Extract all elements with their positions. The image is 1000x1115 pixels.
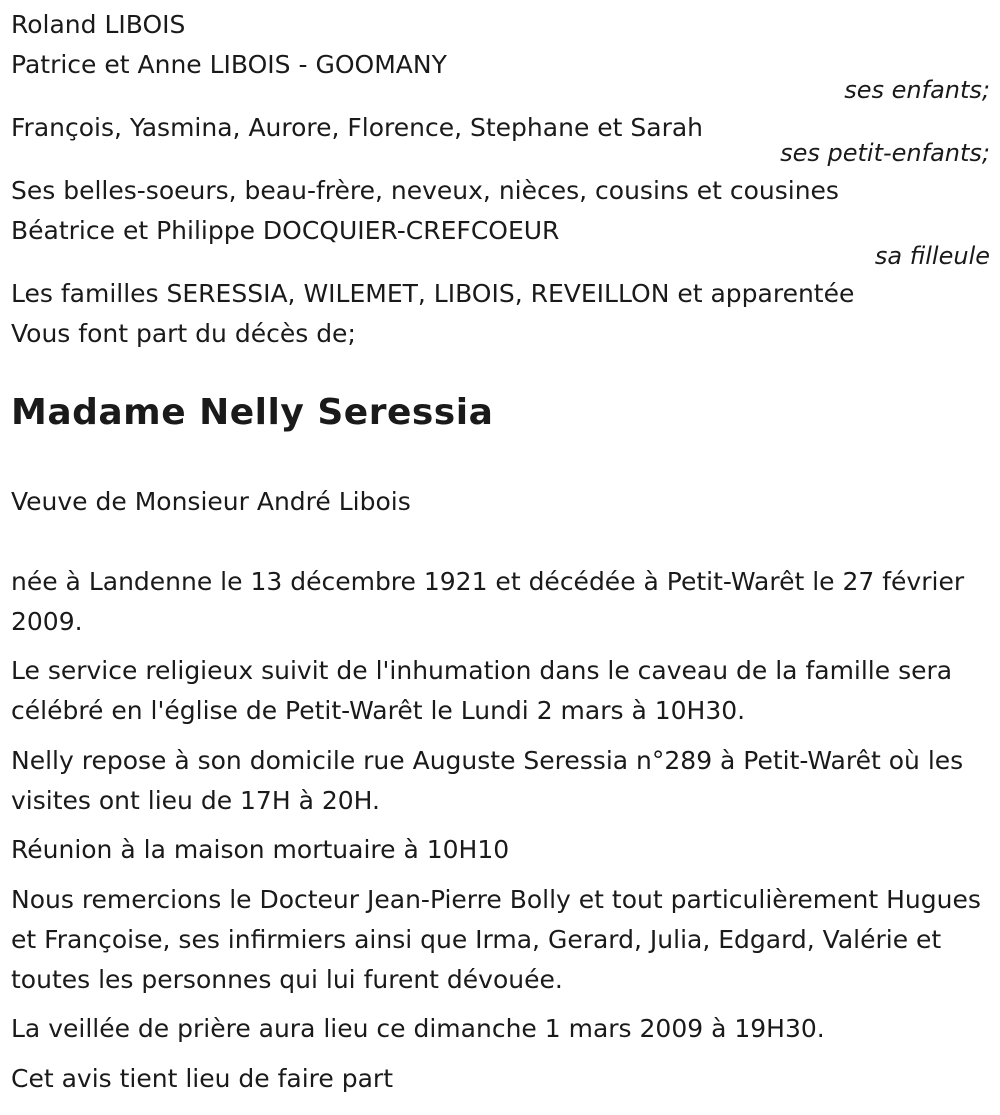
- role-grandchildren: ses petit-enfants;: [780, 139, 990, 167]
- deceased-name: Madame Nelly Seressia: [11, 392, 494, 433]
- family-line-inlaws: Ses belles-soeurs, beau-frère, neveux, nièces, cousins et cousines: [11, 176, 839, 205]
- family-line-patrice-anne: Patrice et Anne LIBOIS - GOOMANY: [11, 50, 447, 79]
- notice-paragraph: Cet avis tient lieu de faire part: [11, 1064, 393, 1093]
- repose-paragraph: Nelly repose à son domicile rue Auguste Seressia n°289 à Petit-Warêt où les visites ont lieu de 17H à 20H.: [11, 746, 964, 815]
- service-paragraph: Le service religieux suivit de l'inhumation dans le caveau de la famille sera célébré en l'église de Petit-Warêt le Lundi 2 mars à 10H30.: [11, 656, 953, 725]
- role-children: ses enfants;: [844, 76, 990, 104]
- thanks-paragraph: Nous remercions le Docteur Jean-Pierre Bolly et tout particulièrement Hugues et Françoise, ses infirmiers ainsi que Irma, Gerard, Julia, Edgard, Valérie et toutes les personnes qui lui furent dévouée.: [11, 885, 981, 994]
- family-line-roland: Roland LIBOIS: [11, 10, 186, 39]
- announcement-line: Vous font part du décès de;: [11, 319, 356, 348]
- birth-death-paragraph: née à Landenne le 13 décembre 1921 et décédée à Petit-Warêt le 27 février 2009.: [11, 567, 965, 636]
- family-line-goddaughter: Béatrice et Philippe DOCQUIER-CREFCOEUR: [11, 216, 560, 245]
- reunion-paragraph: Réunion à la maison mortuaire à 10H10: [11, 835, 510, 864]
- vigil-paragraph: La veillée de prière aura lieu ce dimanche 1 mars 2009 à 19H30.: [11, 1014, 825, 1043]
- family-line-families: Les familles SERESSIA, WILEMET, LIBOIS, REVEILLON et apparentée: [11, 279, 855, 308]
- role-goddaughter: sa filleule: [874, 242, 990, 270]
- family-line-grandchildren: François, Yasmina, Aurore, Florence, Stephane et Sarah: [11, 113, 704, 142]
- widow-line: Veuve de Monsieur André Libois: [11, 487, 411, 516]
